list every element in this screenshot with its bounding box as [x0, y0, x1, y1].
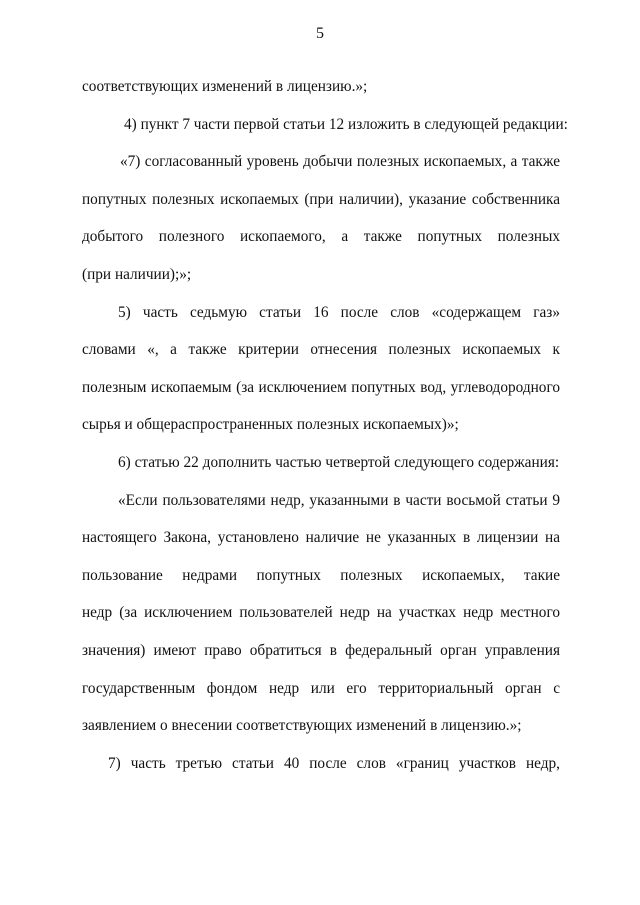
text-line: сырья и общераспространенных полезных ископаемых)»; [82, 416, 459, 434]
text-line: настоящего Закона, установлено наличие не указанных в лицензии на [82, 529, 560, 547]
text-line: пользование недрами попутных полезных ископаемых, такие [82, 566, 560, 584]
text-line: (при наличии);»; [82, 265, 192, 283]
text-line: «Если пользователями недр, указанными в части восьмой статьи 9 [118, 491, 560, 509]
document-body [82, 68, 568, 782]
text-line: соответствующих изменений в лицензию.»; [82, 78, 368, 95]
text-line: словами «, а также критерии отнесения полезных ископаемых к [82, 341, 560, 359]
text-line: 6) статью 22 дополнить частью четвертой следующего содержания: [118, 453, 560, 471]
text-line: заявлением о внесении соответствующих изменений в лицензию.»; [82, 717, 522, 735]
text-line: попутных полезных ископаемых (при наличии), указание собственника [82, 190, 560, 208]
page-number: 5 [316, 25, 324, 42]
text-line: полезным ископаемым (за исключением попутных вод, углеводородного [82, 378, 560, 396]
text-line: 5) часть седьмую статьи 16 после слов «содержащем газ» [118, 303, 560, 321]
text-line: 7) часть третью статьи 40 после слов «границ участков недр, [108, 754, 560, 772]
text-line: добытого полезного ископаемого, а также попутных полезных [82, 228, 560, 246]
text-line: 4) пункт 7 части первой статьи 12 изложить в следующей редакции: [124, 115, 568, 133]
text-line: значения) имеют право обратиться в федеральный орган управления [82, 641, 560, 659]
text-line: государственным фондом недр или его территориальный орган с [82, 679, 560, 697]
text-line: «7) согласованный уровень добычи полезных ископаемых, а также [120, 153, 560, 171]
text-line: недр (за исключением пользователей недр на участках недр местного [82, 604, 560, 622]
